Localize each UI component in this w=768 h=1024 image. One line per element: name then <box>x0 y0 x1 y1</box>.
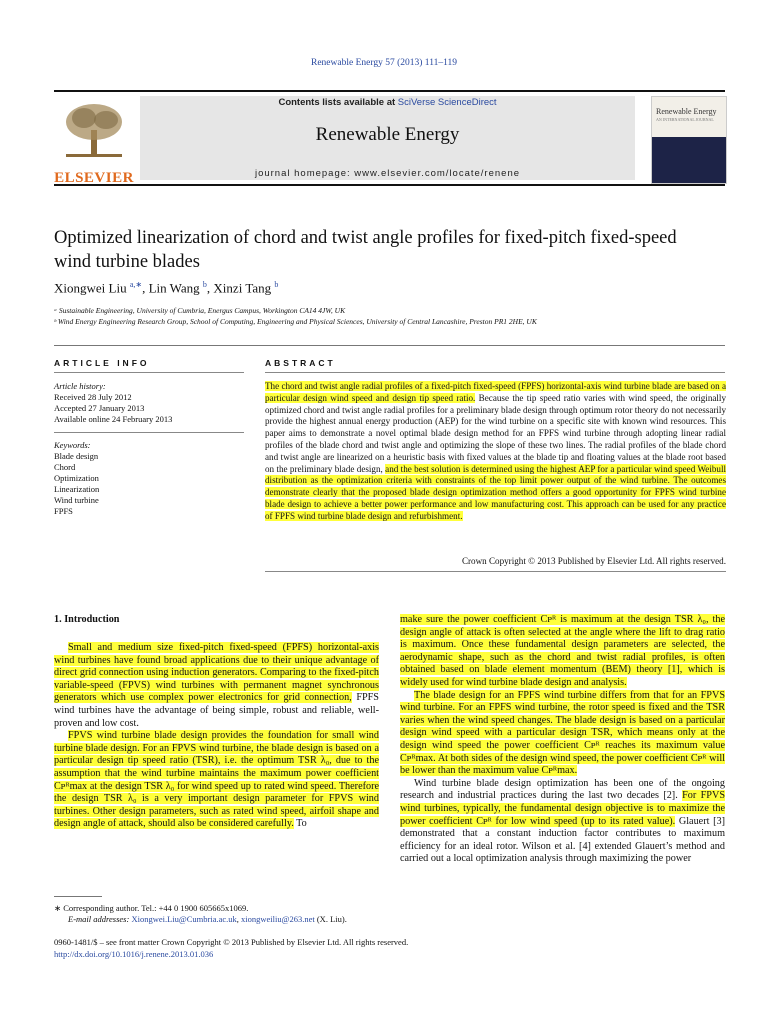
sciencedirect-link[interactable]: SciVerse ScienceDirect <box>397 97 497 108</box>
footnote <box>54 903 384 925</box>
section-heading: 1. Introduction <box>54 614 120 625</box>
affiliation-a: ᵃ Sustainable Engineering, University of Cumbria, Energus Campus, Workington CA14 4JW, UK <box>54 306 346 315</box>
article-info-heading: ARTICLE INFO <box>54 358 150 368</box>
keywords-label: Keywords: <box>54 440 91 450</box>
author-list: Xiongwei Liu $^{a,∗}$, Lin Wang $^b$, Xinzi Tang $^b$ <box>54 280 279 296</box>
received-date: Received 28 July 2012 <box>54 392 132 402</box>
abstract-heading: ABSTRACT <box>265 358 336 368</box>
highlighted-text: The chord and twist angle radial profiles of a fixed-pitch fixed-speed (FPFS) horizontal-axis wind turbine blade are based on a particular design wind speed and design tip speed ratio. <box>265 381 726 403</box>
email-tail: (X. Liu). <box>314 914 347 924</box>
paragraph <box>54 730 379 831</box>
right-column <box>400 614 725 866</box>
left-column <box>54 642 379 831</box>
email-label: E-mail addresses: <box>68 914 132 924</box>
highlighted-text: For FPVS wind turbines, typically, the fundamental design objective is to maximize the power coefficient Cᴘᴿ for low wind speed (up to its rated value). <box>400 790 725 827</box>
keyword: Optimization <box>54 473 99 483</box>
keyword: Blade design <box>54 451 99 461</box>
doi-link[interactable]: http://dx.doi.org/10.1016/j.renene.2013.01.036 <box>54 948 214 959</box>
paragraph <box>54 642 379 730</box>
keywords <box>54 440 244 517</box>
cover-image <box>652 137 726 183</box>
highlighted-text: The blade design for an FPFS wind turbine differs from that for an FPVS wind turbine. For an FPFS wind turbine, the rotor speed is fixed and the TSR varies when the wind speed changes. The blade design is based on a particular design wind speed with a particular design TSR, which means only at the design wind speed the power coefficient Cᴘᴿ reaches its maximum value Cᴘᴿmax. At both sides of the design wind speed, the power coefficient Cᴘᴿ will be lower than the maximum value Cᴘᴿmax. <box>400 689 725 777</box>
divider <box>265 372 725 373</box>
divider <box>54 345 725 346</box>
issn-line: 0960-1481/$ – see front matter Crown Copyright © 2013 Published by Elsevier Ltd. All rights reserved. <box>54 937 409 947</box>
journal-citation: Renewable Energy 57 (2013) 111–119 <box>311 58 457 68</box>
affiliations <box>54 305 734 327</box>
journal-cover-thumbnail <box>651 96 727 184</box>
paragraph <box>400 614 725 690</box>
divider <box>54 432 244 433</box>
journal-masthead <box>54 90 725 186</box>
corresponding-author: ∗ Corresponding author. Tel.: +44 0 1900 605665x1069. <box>54 903 249 913</box>
email-link[interactable]: xiongweiliu@263.net <box>241 914 315 924</box>
paragraph <box>400 778 725 866</box>
highlighted-text: make sure the power coefficient Cᴘᴿ is maximum at the design TSR λ₀, the design angle of attack is often selected at the angle where the lift to drag ratio is maximum. Once these fundamental design parameters are selected, the aerodynamic shape, such as the chord and twist radial profiles, is often obtained based on blade element momentum (BEM) theory [1], which is widely used for wind turbine blade design and analysis. <box>400 614 725 688</box>
abstract-text <box>265 381 726 523</box>
affiliation-b: ᵇ Wind Energy Engineering Research Group, School of Computing, Engineering and Physical Sciences, University of Central Lancashire, Preston PR1 2HE, UK <box>54 317 537 326</box>
masthead-center <box>140 96 635 180</box>
divider <box>265 571 726 572</box>
elsevier-wordmark: ELSEVIER <box>54 170 134 186</box>
paragraph <box>400 690 725 778</box>
keyword: Chord <box>54 462 76 472</box>
abstract-sentence: Because the tip speed ratio varies with wind speed, the originally optimized chord and twist angle radial profiles for a preliminary blade design through optimum rotor theory do not necessarily provide the highest annual energy production (AEP) for the wind turbine on a specific site with known wind resources. This paper aims to demonstrate a novel optimal blade design method for an FPFS wind turbine through adopting linear radial profiles of the blade chord and twist angle and optimizing the slope of these two lines. The radial profiles of the blade chord and twist angle are linearized on a heuristic basis with fixed values at the blade tip and floating values at the blade root based on the preliminary blade design, <box>265 392 727 474</box>
email-link[interactable]: Xiongwei.Liu@Cumbria.ac.uk <box>131 914 237 924</box>
divider <box>54 372 244 373</box>
online-date: Available online 24 February 2013 <box>54 414 173 424</box>
paragraph-text: FPFS wind turbines have the advantage of being simple, robust and reliable, well-proven and low cost. <box>54 692 379 729</box>
author-name: Xiongwei Liu <box>54 280 127 296</box>
highlighted-text: and the best solution is determined using the highest AEP for a particular wind speed Weibull distribution as the optimization criteria with constraints of the top limit power output of the wind turbine. The outcomes demonstrate clearly that the proposed blade design optimization method offers a good opportunity for FPFS wind turbine blade design to achieve a better power performance and low manufacturing cost. This approach can be used for any practice of FPFS wind turbine blade design and refurbishment. <box>265 463 727 521</box>
highlighted-text: FPVS wind turbine blade design provides the foundation for small wind turbine blade design. For an FPVS wind turbine, the blade design is based on a particular design tip speed ratio (TSR), i.e. the optimum TSR λ₀, due to the assumption that the wind turbine maintains the maximum power coefficient Cᴘᴿmax at the design TSR λ₀ for wind speed up to rated wind speed. Therefore the design TSR λ₀ is a very important design parameter for FPVS wind turbines. Other design parameters, such as rated wind speed, airfoil shape and design angle of attack, should also be considered carefully. <box>54 730 379 830</box>
paragraph-text: Wind turbine blade design optimization has been one of the ongoing research and industrial practices during the last two decades [2]. <box>400 777 725 802</box>
cover-subtitle: AN INTERNATIONAL JOURNAL <box>656 117 714 122</box>
keyword: Wind turbine <box>54 495 99 505</box>
page-bottom-info <box>54 937 534 960</box>
author-affiliation-mark[interactable]: a,∗ <box>129 280 143 289</box>
footnote-divider <box>54 896 102 897</box>
author-name: Xinzi Tang <box>213 280 272 296</box>
highlighted-text: Small and medium size fixed-pitch fixed-speed (FPFS) horizontal-axis wind turbines have found broad applications due to their unique advantage of direct grid connection using induction generators. Comparing to the fixed-pitch variable-speed (FPVS) wind turbines with permanent magnet synchronous generators which use complex power electronics for grid connection, <box>54 642 379 704</box>
copyright-notice: Crown Copyright © 2013 Published by Elsevier Ltd. All rights reserved. <box>461 556 726 566</box>
cover-title: Renewable Energy <box>656 107 717 116</box>
elsevier-logo <box>54 98 134 186</box>
paragraph-text: To <box>293 818 307 830</box>
article-history <box>54 381 244 425</box>
history-label: Article history: <box>54 381 106 391</box>
contents-line: Contents lists available at SciVerse ScienceDirect <box>278 97 497 108</box>
journal-homepage: journal homepage: www.elsevier.com/locate/renene <box>254 168 521 179</box>
author-affiliation-mark[interactable]: b <box>202 280 207 289</box>
journal-name: Renewable Energy <box>315 124 460 145</box>
paragraph-text: Glauert [3] demonstrated that a constant induction factor contributes to maximum efficiency for an ideal rotor. Wilson et al. [4] extended Glauert’s method and carried out a local optimization analysis through maximizing the power <box>400 815 725 865</box>
accepted-date: Accepted 27 January 2013 <box>54 403 145 413</box>
email-separator: , <box>236 914 242 924</box>
author-name: Lin Wang <box>148 280 200 296</box>
elsevier-tree-icon <box>62 102 126 160</box>
article-title: Optimized linearization of chord and twist angle profiles for fixed-pitch fixed-speed wind turbine blades <box>54 228 677 272</box>
author-affiliation-mark[interactable]: b <box>274 280 279 289</box>
keyword: Linearization <box>54 484 100 494</box>
keyword: FPFS <box>54 506 73 516</box>
